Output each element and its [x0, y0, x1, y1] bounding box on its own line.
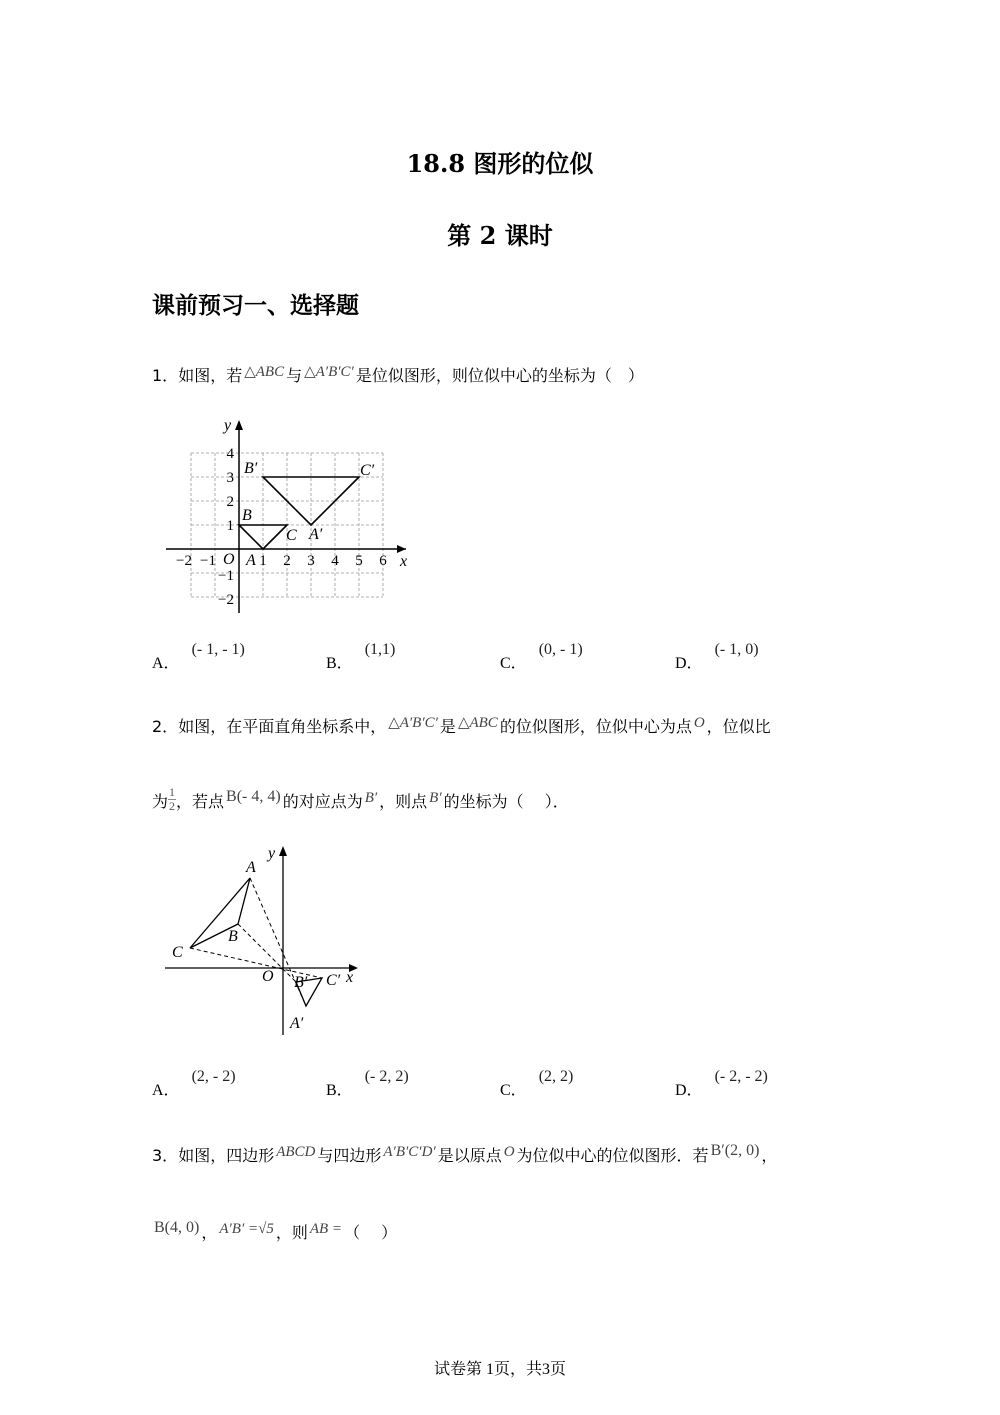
svg-text:2: 2 — [283, 553, 291, 569]
page-title: 18.8 图形的位似 — [406, 149, 594, 178]
x-axis-label: x — [400, 553, 408, 570]
svg-text:5: 5 — [355, 553, 363, 569]
lesson-subtitle: 第 2 课时 — [447, 221, 553, 250]
q2-option-b[interactable]: B．(- 2, 2) — [326, 1068, 409, 1099]
svg-text:6: 6 — [379, 553, 387, 569]
question-2-figure — [160, 840, 370, 1040]
q1-option-d[interactable]: D．(- 1, 0) — [675, 641, 759, 672]
svg-text:C′: C′ — [326, 972, 341, 989]
origin-label: O — [223, 551, 235, 568]
svg-text:A′: A′ — [309, 526, 323, 543]
svg-text:x: x — [346, 969, 354, 986]
question-1-text: 1．如图，若 △ABC 与 △A′B′C′ 是位似图形，则位似中心的坐标为（ ） — [152, 364, 644, 385]
question-3-text: 3．如图，四边形 ABCD 与四边形 A′B′C′D′ 是以原点 O 为位似中心的位似图形．若 B′(2, 0) ， — [152, 1142, 778, 1165]
section-heading: 课前预习一、选择题 — [152, 293, 359, 319]
question-1-figure — [160, 410, 420, 615]
svg-text:A: A — [246, 859, 256, 876]
svg-text:C: C — [172, 944, 183, 961]
svg-text:−2: −2 — [218, 592, 234, 608]
q1-option-b[interactable]: B．(1,1) — [326, 641, 396, 672]
q2-option-a[interactable]: A．(2, - 2) — [152, 1068, 236, 1099]
svg-text:3: 3 — [307, 553, 315, 569]
svg-text:C: C — [286, 527, 297, 544]
q1-option-c[interactable]: C．(0, - 1) — [500, 641, 583, 672]
svg-text:B: B — [242, 507, 252, 524]
question-2-text: 2．如图，在平面直角坐标系中， △A′B′C′ 是 △ABC 的位似图形，位似中心为点 O ，位似比 — [152, 715, 771, 736]
svg-text:−1: −1 — [218, 568, 234, 584]
q2-option-c[interactable]: C．(2, 2) — [500, 1068, 574, 1099]
svg-text:A′: A′ — [290, 1015, 304, 1032]
svg-text:−1: −1 — [200, 553, 216, 569]
svg-text:2: 2 — [226, 494, 234, 510]
q1-option-a[interactable]: A．(- 1, - 1) — [152, 641, 245, 672]
svg-text:O: O — [262, 968, 274, 985]
svg-text:3: 3 — [226, 470, 234, 486]
svg-text:4: 4 — [226, 446, 234, 462]
svg-text:B′: B′ — [244, 460, 258, 477]
svg-text:B: B — [228, 928, 238, 945]
svg-text:4: 4 — [331, 553, 339, 569]
svg-text:A: A — [246, 552, 256, 569]
svg-text:1: 1 — [226, 518, 234, 534]
svg-text:1: 1 — [259, 553, 267, 569]
page-footer: 试卷第 1页，共3页 — [433, 1361, 566, 1378]
question-3-text-line2: B(4, 0) ， A′B′ =√5 ，则 AB = （ ） — [154, 1219, 398, 1242]
question-2-text-line2: 为 $\frac{1}{2}$，若点 B(- 4, 4) 的对应点为 B′ ，则点 B′ 的坐标为（ ）． — [152, 785, 569, 813]
svg-text:−2: −2 — [176, 553, 192, 569]
y-axis-label: y — [224, 417, 232, 434]
svg-text:y: y — [268, 845, 276, 862]
q2-option-d[interactable]: D．(- 2, - 2) — [675, 1068, 768, 1099]
svg-text:C′: C′ — [360, 462, 375, 479]
svg-text:B′: B′ — [294, 974, 308, 991]
